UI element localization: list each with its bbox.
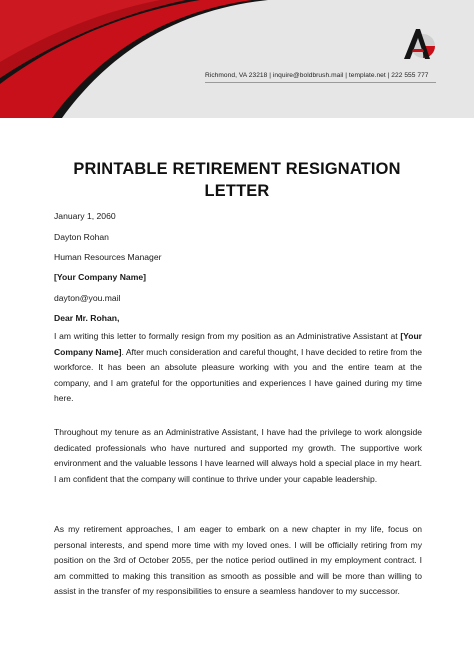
paragraph-1-company: [Your Company Name]	[54, 331, 422, 357]
contact-info: Richmond, VA 23218 | inquire@boldbrush.mail | template.net | 222 555 777	[205, 72, 429, 79]
contact-divider	[205, 82, 436, 83]
letter-title: PRINTABLE RETIREMENT RESIGNATION LETTER	[73, 160, 401, 200]
body-paragraph-2: Throughout my tenure as an Administrative Assistant, I have had the privilege to work alongside dedicated professionals who have nurtured and supported my growth. The supportive work environment and the valuable lessons I have learned will always hold a special place in my heart. I am confident that the company will continue to thrive under your capable leadership.	[54, 427, 422, 484]
letterhead	[0, 0, 474, 118]
recipient-title: Human Resources Manager	[54, 252, 162, 262]
recipient-name: Dayton Rohan	[54, 232, 109, 242]
salutation: Dear Mr. Rohan,	[54, 313, 120, 323]
company-logo	[401, 27, 437, 61]
company-name: [Your Company Name]	[54, 272, 146, 282]
letter-date: January 1, 2060	[54, 211, 116, 221]
body-paragraph-1	[54, 329, 422, 407]
paragraph-1-text-a: I am writing this letter to formally resign from my position as an Administrative Assistant at	[54, 331, 401, 341]
paragraph-1-text-b: . After much consideration and careful thought, I have decided to retire from the workforce. It has been an absolute pleasure working with you and the entire team at the company, and I am grateful for the opportunities and experiences I have gained during my time here.	[54, 346, 422, 403]
recipient-email: dayton@you.mail	[54, 293, 121, 303]
body-paragraph-3: As my retirement approaches, I am eager to embark on a new chapter in my life, focus on personal interests, and spend more time with my loved ones. I will be officially retiring from my position on the 3rd of October 2055, per the notice period outlined in my employment contract. I am committed to making this transition as smooth as possible and will be more than willing to assist in the transfer of my responsibilities to ensure a seamless handover to my successor.	[54, 524, 422, 596]
